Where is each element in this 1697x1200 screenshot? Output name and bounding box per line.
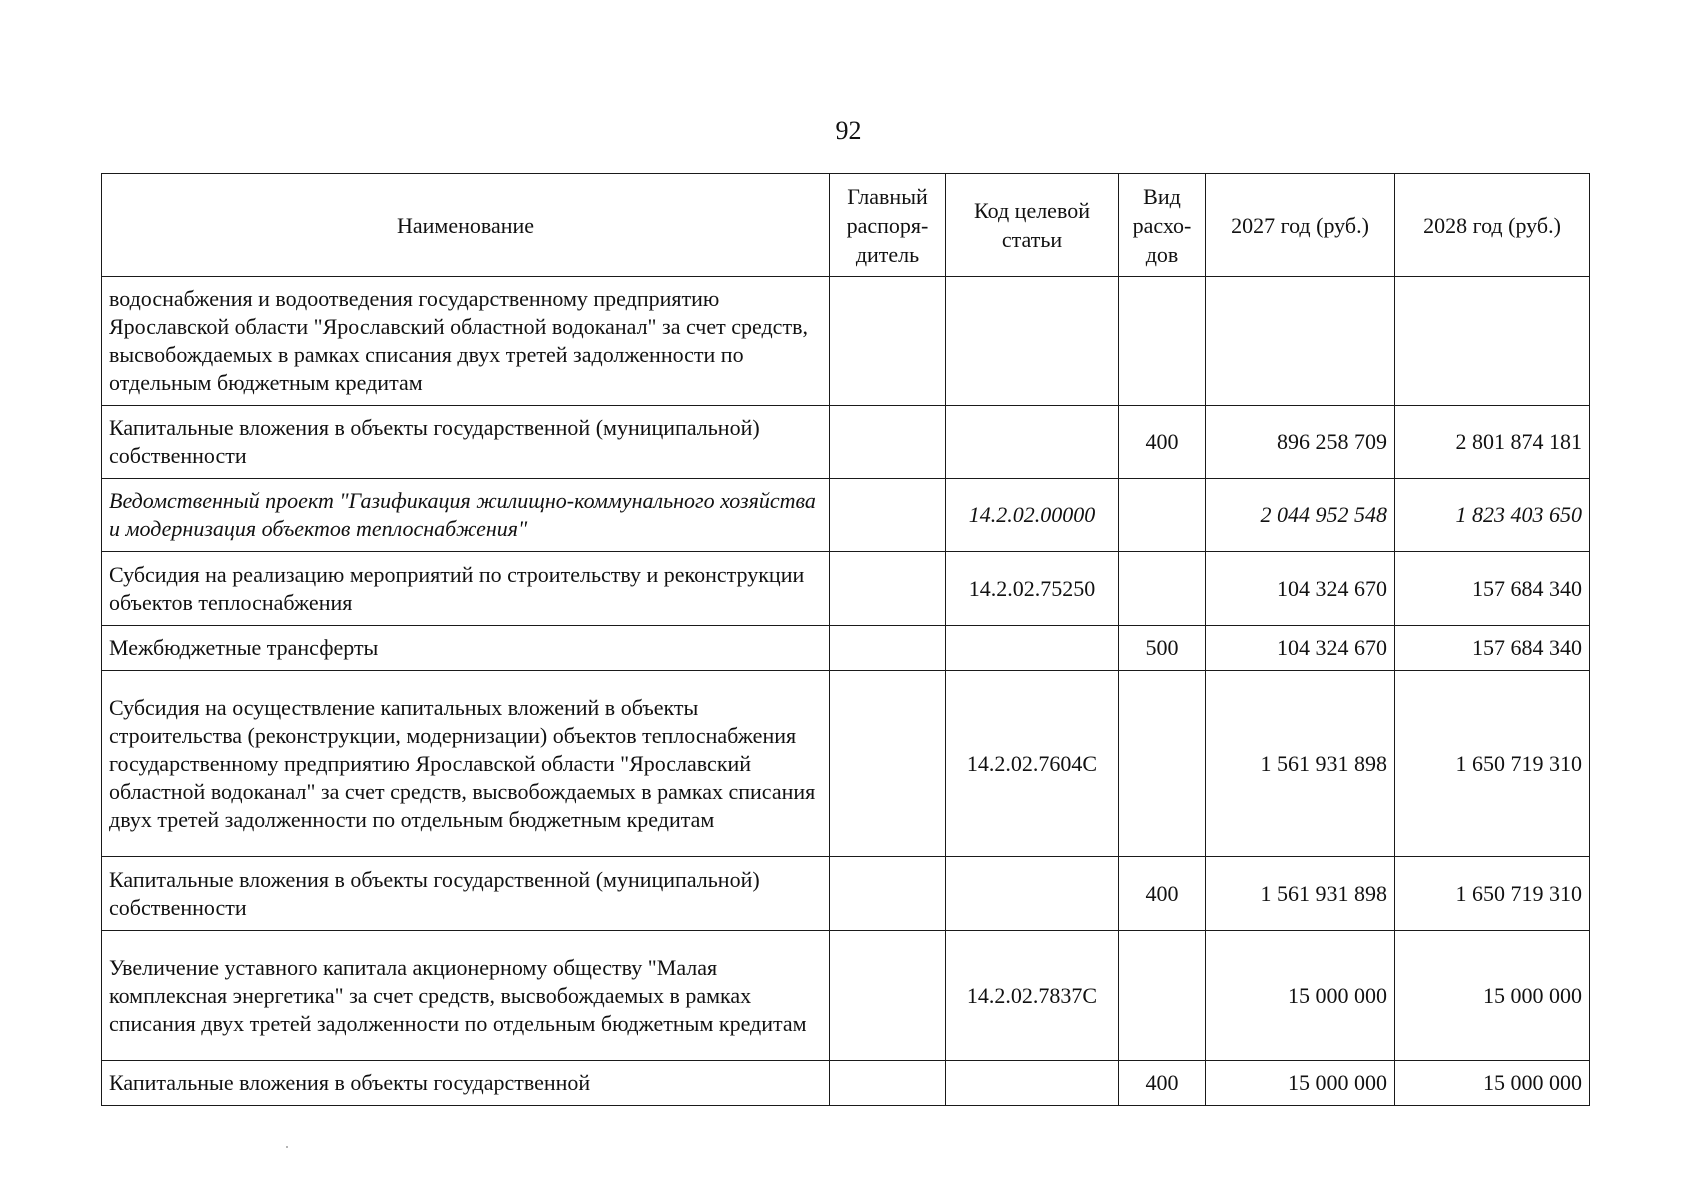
cell-expense-type: 400 [1119,1061,1206,1106]
table-row [102,479,1590,552]
cell-manager [830,931,946,1061]
scan-speck [286,1146,288,1148]
cell-expense-type: 400 [1119,406,1206,479]
cell-expense-type: 400 [1119,857,1206,931]
cell-code: 14.2.02.00000 [946,479,1119,552]
cell-2028: 1 650 719 310 [1395,857,1590,931]
cell-manager [830,1061,946,1106]
table-row [102,626,1590,671]
cell-name: Ведомственный проект "Газификация жилищно-коммунального хозяйства и модернизация объектов теплоснабжения" [102,479,830,552]
cell-2027 [1206,277,1395,406]
cell-2027: 1 561 931 898 [1206,671,1395,857]
cell-code [946,406,1119,479]
page-number: 92 [835,116,862,145]
cell-code [946,1061,1119,1106]
cell-manager [830,406,946,479]
cell-2028: 1 650 719 310 [1395,671,1590,857]
cell-manager [830,857,946,931]
cell-manager [830,479,946,552]
cell-2028: 2 801 874 181 [1395,406,1590,479]
table-row [102,857,1590,931]
cell-manager [830,277,946,406]
budget-table [101,173,1590,1106]
table-row [102,671,1590,857]
header-name: Наименование [102,174,830,277]
cell-name: Капитальные вложения в объекты государственной (муниципальной) собственности [102,406,830,479]
header-manager: Главный распоря-дитель [830,174,946,277]
cell-expense-type [1119,277,1206,406]
cell-2027: 896 258 709 [1206,406,1395,479]
cell-2028: 1 823 403 650 [1395,479,1590,552]
cell-code: 14.2.02.7837C [946,931,1119,1061]
table-row [102,277,1590,406]
cell-code: 14.2.02.75250 [946,552,1119,626]
cell-expense-type [1119,931,1206,1061]
cell-2028 [1395,277,1590,406]
cell-code [946,857,1119,931]
cell-name: Межбюджетные трансферты [102,626,830,671]
cell-2028: 15 000 000 [1395,931,1590,1061]
cell-2027: 15 000 000 [1206,1061,1395,1106]
cell-expense-type: 500 [1119,626,1206,671]
cell-manager [830,552,946,626]
table-row [102,552,1590,626]
cell-name: Субсидия на реализацию мероприятий по строительству и реконструкции объектов теплоснабжения [102,552,830,626]
table-row [102,1061,1590,1106]
cell-manager [830,626,946,671]
cell-2027: 2 044 952 548 [1206,479,1395,552]
header-2027: 2027 год (руб.) [1206,174,1395,277]
table-row [102,406,1590,479]
cell-code [946,277,1119,406]
cell-name: Увеличение уставного капитала акционерному обществу "Малая комплексная энергетика" за счет средств, высвобождаемых в рамках списания двух третей задолженности по отдельным бюджетным кредитам [102,931,830,1061]
cell-name: Капитальные вложения в объекты государственной [102,1061,830,1106]
cell-2027: 15 000 000 [1206,931,1395,1061]
cell-name: Субсидия на осуществление капитальных вложений в объекты строительства (реконструкции, модернизации) объектов теплоснабжения государственному предприятию Ярославской области "Ярославский областной водоканал" за счет средств, высвобождаемых в рамках списания двух третей задолженности по отдельным бюджетным кредитам [102,671,830,857]
header-expense-type: Вид расхо-дов [1119,174,1206,277]
cell-manager [830,671,946,857]
cell-expense-type [1119,479,1206,552]
header-code: Код целевой статьи [946,174,1119,277]
cell-2027: 104 324 670 [1206,626,1395,671]
cell-2028: 157 684 340 [1395,552,1590,626]
cell-2027: 104 324 670 [1206,552,1395,626]
cell-2028: 157 684 340 [1395,626,1590,671]
cell-2028: 15 000 000 [1395,1061,1590,1106]
cell-code [946,626,1119,671]
table-header-row [102,174,1590,277]
cell-code: 14.2.02.7604C [946,671,1119,857]
cell-name: водоснабжения и водоотведения государственному предприятию Ярославской области "Ярославский областной водоканал" за счет средств, высвобождаемых в рамках списания двух третей задолженности по отдельным бюджетным кредитам [102,277,830,406]
cell-2027: 1 561 931 898 [1206,857,1395,931]
cell-name: Капитальные вложения в объекты государственной (муниципальной) собственности [102,857,830,931]
header-2028: 2028 год (руб.) [1395,174,1590,277]
cell-expense-type [1119,552,1206,626]
cell-expense-type [1119,671,1206,857]
table-row [102,931,1590,1061]
